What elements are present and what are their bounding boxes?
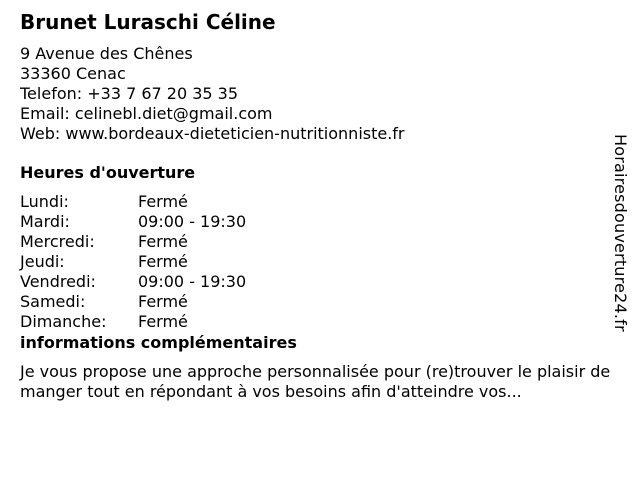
- hours-day: Jeudi:: [20, 252, 65, 271]
- email-line: Email: celinebl.diet@gmail.com: [20, 104, 273, 123]
- info-heading: informations complémentaires: [20, 333, 297, 352]
- hours-time: 09:00 - 19:30: [138, 272, 247, 291]
- address-street: 9 Avenue des Chênes: [20, 44, 193, 63]
- hours-time: Fermé: [138, 232, 188, 251]
- hours-time: Fermé: [138, 312, 188, 331]
- business-name: Brunet Luraschi Céline: [20, 10, 276, 34]
- hours-day: Dimanche:: [20, 312, 107, 331]
- hours-day: Samedi:: [20, 292, 86, 311]
- hours-time: Fermé: [138, 252, 188, 271]
- hours-day: Mardi:: [20, 212, 70, 231]
- business-card: [20, 8, 620, 402]
- hours-row-vendredi: [20, 272, 620, 292]
- hours-day: Lundi:: [20, 192, 69, 211]
- address-city: 33360 Cenac: [20, 64, 126, 83]
- phone-line: Telefon: +33 7 67 20 35 35: [20, 84, 239, 103]
- hours-table: [20, 192, 620, 332]
- hours-heading: Heures d'ouverture: [20, 163, 196, 182]
- web-line: Web: www.bordeaux-dieteticien-nutritionniste.fr: [20, 124, 405, 143]
- info-text: Je vous propose une approche personnalisée pour (re)trouver le plaisir de manger tout en répondant à vos besoins afin d'atteindre vos...: [20, 362, 611, 401]
- hours-time: 09:00 - 19:30: [138, 212, 247, 231]
- hours-row-mardi: [20, 212, 620, 232]
- hours-day: Vendredi:: [20, 272, 96, 291]
- hours-row-dimanche: [20, 312, 620, 332]
- hours-time: Fermé: [138, 192, 188, 211]
- site-watermark: Horairesdouverture24.fr: [611, 134, 630, 332]
- hours-row-lundi: [20, 192, 620, 212]
- hours-row-samedi: [20, 292, 620, 312]
- hours-time: Fermé: [138, 292, 188, 311]
- hours-row-jeudi: [20, 252, 620, 272]
- hours-day: Mercredi:: [20, 232, 95, 251]
- hours-row-mercredi: [20, 232, 620, 252]
